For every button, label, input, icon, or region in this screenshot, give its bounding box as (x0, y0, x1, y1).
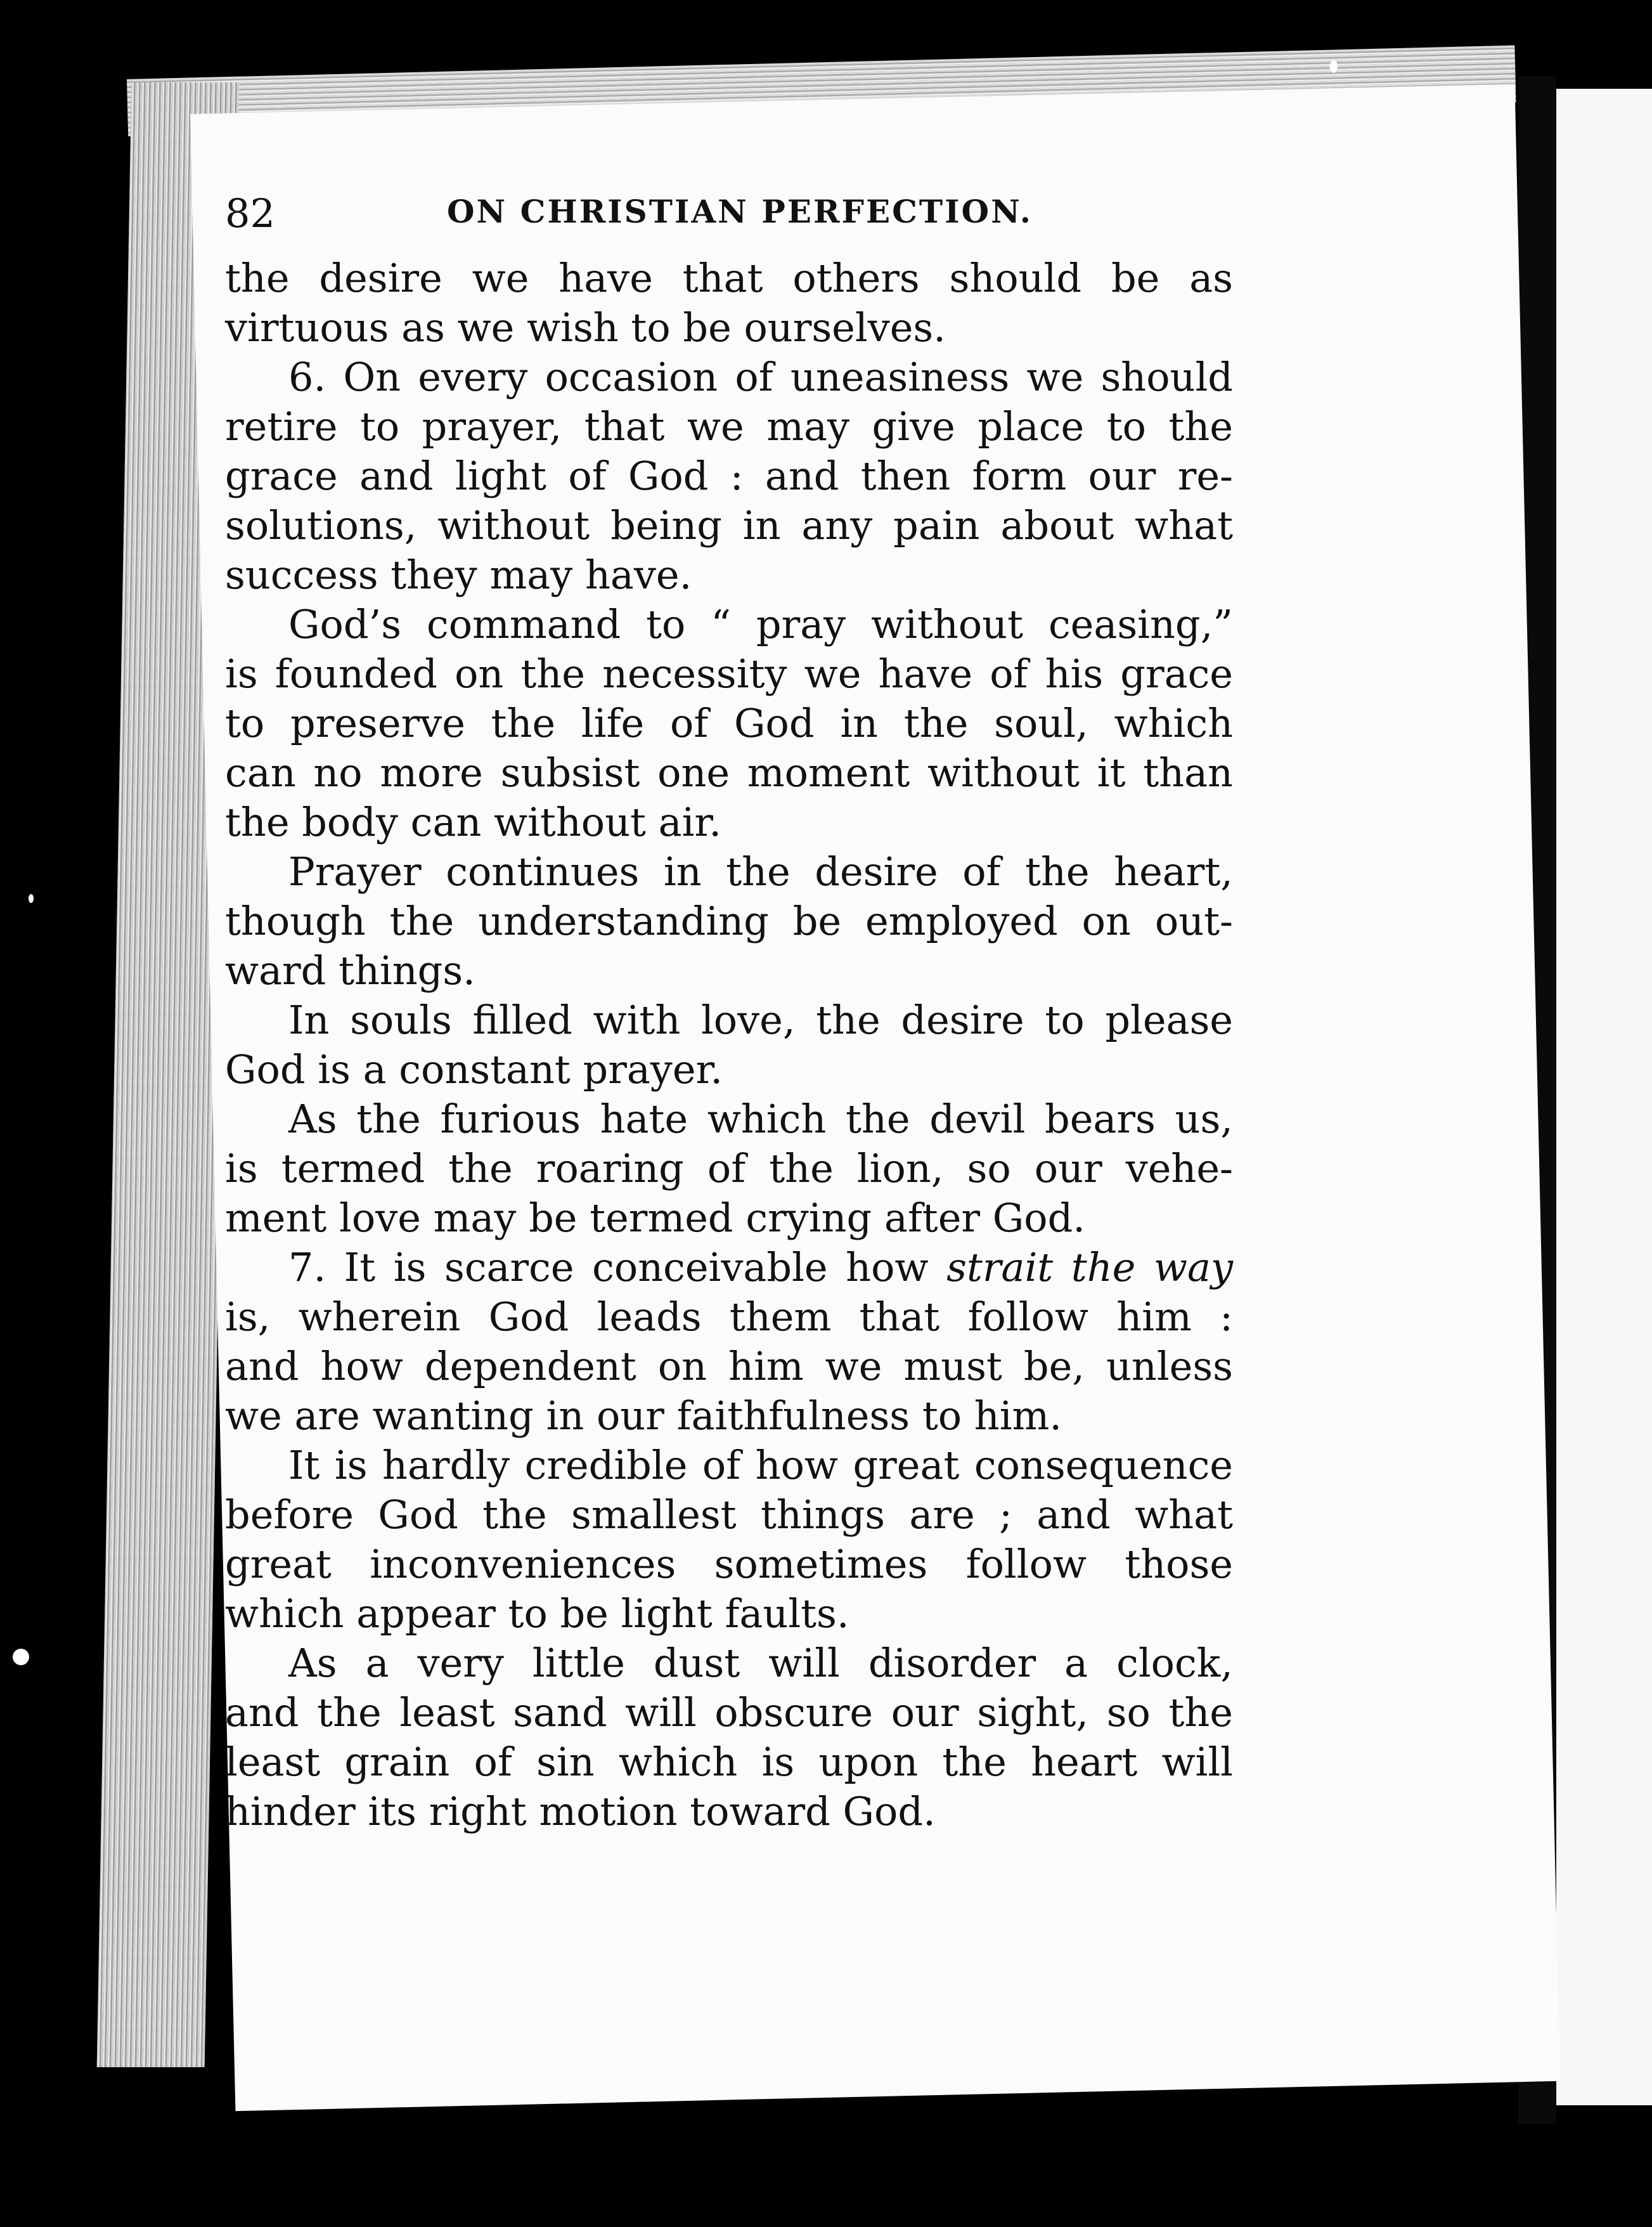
text-line: before God the smallest things are ; and what (225, 1491, 1233, 1538)
text-line: we are wanting in our faithfulness to him. (225, 1393, 1062, 1439)
text-line: It is hardly credible of how great consequence (288, 1442, 1233, 1488)
body-text (225, 254, 1233, 1836)
text-line: God is a constant prayer. (225, 1046, 723, 1093)
scan-speck (13, 1649, 29, 1665)
text-line: least grain of sin which is upon the heart will (225, 1739, 1233, 1785)
text-line: hinder its right motion toward God. (225, 1788, 936, 1834)
text-line: As a very little dust will disorder a clock, (288, 1640, 1233, 1686)
text-line: ward things. (225, 947, 475, 994)
text-line: 6. On every occasion of uneasiness we should (288, 354, 1233, 400)
text-line: retire to prayer, that we may give place to the (225, 403, 1233, 450)
scan-speck (1330, 60, 1338, 73)
text-line: As the furious hate which the devil bears us, (288, 1096, 1233, 1142)
running-title: ON CHRISTIAN PERFECTION. (447, 193, 1033, 230)
italic-phrase: strait the way (946, 1244, 1233, 1290)
facing-page-edge (1556, 89, 1652, 2105)
page-header (225, 190, 1239, 260)
text-line: though the understanding be employed on out- (225, 898, 1233, 944)
text-line: and the least sand will obscure our sight, so the (225, 1689, 1233, 1736)
text-line: is, wherein God leads them that follow him : (225, 1294, 1233, 1340)
text-line-with-italic (225, 1243, 1233, 1292)
text-line: which appear to be light faults. (225, 1590, 849, 1637)
text-line: ment love may be termed crying after God. (225, 1195, 1085, 1241)
text-line: the body can without air. (225, 799, 721, 845)
text-line: virtuous as we wish to be ourselves. (225, 304, 946, 351)
text-segment: 7. It is scarce conceivable how (288, 1244, 929, 1290)
text-line: the desire we have that others should be as (225, 255, 1233, 301)
text-line: is founded on the necessity we have of his grace (225, 651, 1233, 697)
text-line: God’s command to “ pray without ceasing,” (288, 601, 1233, 647)
text-line: is termed the roaring of the lion, so our vehe- (225, 1145, 1233, 1191)
text-line: great inconveniences sometimes follow those (225, 1541, 1233, 1587)
text-line: success they may have. (225, 552, 692, 598)
text-line: solutions, without being in any pain about what (225, 502, 1233, 549)
text-line: and how dependent on him we must be, unless (225, 1343, 1233, 1389)
text-line: In souls filled with love, the desire to please (288, 997, 1233, 1043)
text-line: grace and light of God : and then form our re- (225, 453, 1233, 499)
text-line: to preserve the life of God in the soul, which (225, 700, 1233, 746)
page-number: 82 (225, 190, 275, 237)
scan-speck (29, 894, 34, 903)
text-line: Prayer continues in the desire of the heart, (288, 848, 1233, 895)
text-line: can no more subsist one moment without it than (225, 750, 1233, 796)
